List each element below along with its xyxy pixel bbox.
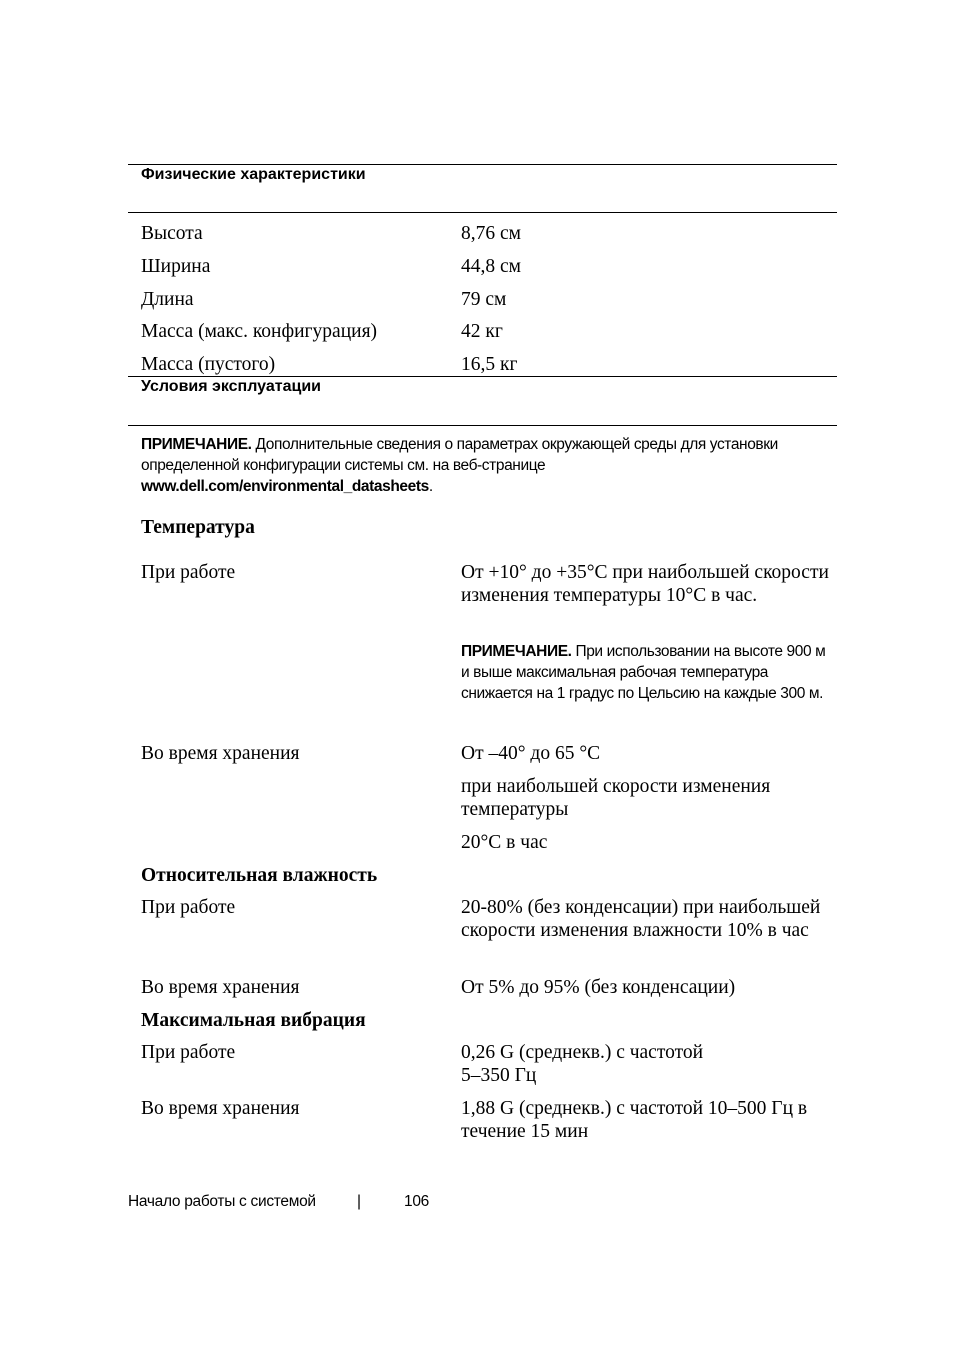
- humidity-operating-label: При работе: [141, 897, 236, 918]
- temp-operating-label: При работе: [141, 562, 236, 583]
- humidity-storage-value: От 5% до 95% (без конденсации): [461, 977, 736, 998]
- row-mass-empty-value: 16,5 кг: [461, 354, 518, 375]
- temp-note-keyword: ПРИМЕЧАНИЕ.: [461, 643, 572, 660]
- temperature-title: Температура: [141, 517, 255, 538]
- rule-env-bottom: [128, 425, 837, 426]
- temp-storage-value-2: при наибольшей скорости изменения температуры: [461, 776, 771, 820]
- note-end: .: [428, 478, 433, 495]
- temp-storage-value-1: От –40° до 65 °C: [461, 743, 601, 764]
- row-height-value: 8,76 см: [461, 223, 521, 244]
- vibration-storage-value: 1,88 G (среднекв.) с частотой 10–500 Гц в течение 15 мин: [461, 1098, 808, 1142]
- row-length-label: Длина: [141, 289, 194, 310]
- row-height-label: Высота: [141, 223, 203, 244]
- row-mass-empty-label: Масса (пустого): [141, 354, 276, 375]
- vibration-operating-value-1: 0,26 G (среднекв.) с частотой: [461, 1042, 704, 1063]
- environment-title: Условия эксплуатации: [141, 378, 321, 395]
- temp-operating-note: [461, 641, 831, 704]
- note-keyword: ПРИМЕЧАНИЕ.: [141, 436, 252, 453]
- footer-section: Начало работы с системой: [128, 1193, 316, 1210]
- vibration-operating-value-2: 5–350 Гц: [461, 1065, 537, 1086]
- note-link[interactable]: www.dell.com/environmental_datasheets: [141, 478, 429, 495]
- row-mass-max-value: 42 кг: [461, 321, 503, 342]
- humidity-storage-label: Во время хранения: [141, 977, 300, 998]
- temp-operating-value: От +10° до +35°C при наибольшей скорости изменения температуры 10°C в час.: [461, 562, 829, 606]
- temp-storage-label: Во время хранения: [141, 743, 300, 764]
- humidity-title: Относительная влажность: [141, 865, 378, 886]
- row-width-label: Ширина: [141, 256, 211, 277]
- temp-storage-value-3: 20°C в час: [461, 832, 548, 853]
- note-text: Дополнительные сведения о параметрах окружающей среды для установки определенной конфигурации системы см. на веб-странице: [141, 436, 778, 474]
- footer-page-number: 106: [404, 1193, 429, 1210]
- vibration-operating-label: При работе: [141, 1042, 236, 1063]
- environment-note: [141, 434, 821, 497]
- footer-separator: |: [357, 1193, 361, 1210]
- row-width-value: 44,8 см: [461, 256, 521, 277]
- row-length-value: 79 см: [461, 289, 507, 310]
- vibration-storage-label: Во время хранения: [141, 1098, 300, 1119]
- physical-title: Физические характеристики: [141, 166, 366, 183]
- row-mass-max-label: Масса (макс. конфигурация): [141, 321, 378, 342]
- humidity-operating-value: 20-80% (без конденсации) при наибольшей скорости изменения влажности 10% в час: [461, 897, 821, 941]
- vibration-title: Максимальная вибрация: [141, 1010, 366, 1031]
- temp-note-text: При использовании на высоте 900 м и выше максимальная рабочая температура снижается на 1 градус по Цельсию на каждые 300 м.: [461, 643, 826, 702]
- rule-physical-bottom: [128, 212, 837, 213]
